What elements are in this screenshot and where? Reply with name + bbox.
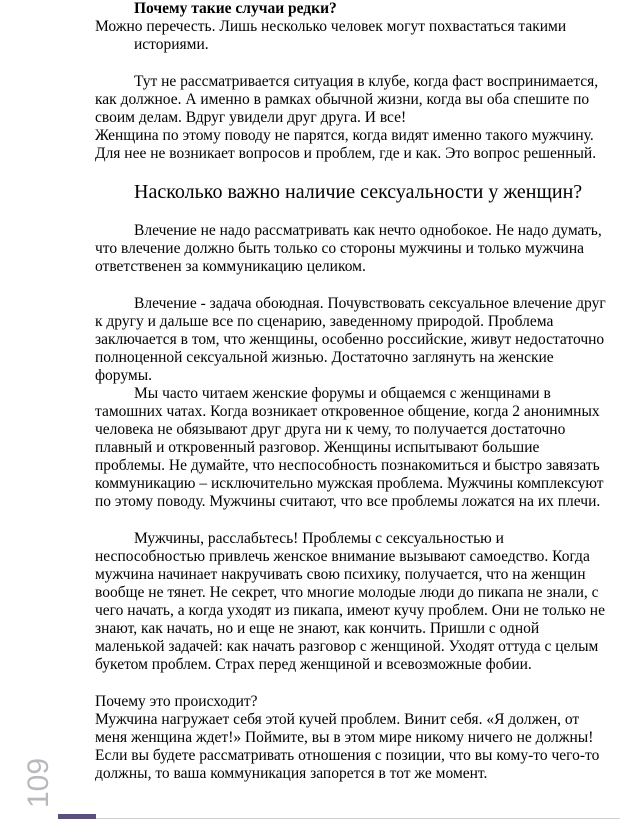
text-line: заключается в том, что женщины, особенно российские, живут недостаточно <box>95 331 605 348</box>
text-line: своим делам. Вдруг увидели друг друга. И все! <box>95 109 407 126</box>
text-line: Женщина по этому поводу не парятся, когда видят именно такого мужчину. <box>95 127 594 144</box>
text-line: плавный и откровенный разговор. Женщины испытывают большие <box>95 439 540 456</box>
text-line: ответственен за коммуникацию целиком. <box>95 258 366 275</box>
text-line: неспособностью привлечь женское внимание вызывают самоедство. Когда <box>95 548 590 565</box>
text-line: полноценной сексуальной жизнью. Достаточно заглянуть на женские <box>95 349 554 366</box>
footer-divider <box>96 818 620 819</box>
text-line: мужчина начинает накручивать свою психику, получается, что на женщин <box>95 566 586 583</box>
text-line: Мужчины, расслабьтесь! Проблемы с сексуальностью и <box>134 530 504 547</box>
section-heading: Насколько важно наличие сексуальности у женщин? <box>134 181 583 203</box>
text-line: коммуникацию – исключительно мужская проблема. Мужчины комплексуют <box>95 475 604 492</box>
text-line: человека не обязывают друг друга ни к чему, то получается достаточно <box>95 421 566 438</box>
text-line: форумы. <box>95 367 152 384</box>
text-line: Почему это происходит? <box>95 693 258 710</box>
text-line: вообще не тянет. Не секрет, что многие молодые люди до пикапа не знали, с <box>95 584 599 601</box>
text-line: должны, то ваша коммуникация запорется в тот же момент. <box>95 765 488 782</box>
text-line: знают, как начать, но и еще не знают, как кончить. Пришли с одной <box>95 620 540 637</box>
text-line: Можно перечесть. Лишь несколько человек могут похвастаться такими <box>95 18 567 35</box>
text-line: букетом проблем. Страх перед женщиной и всевозможные фобии. <box>95 656 532 673</box>
text-line: Мы часто читаем женские форумы и общаемся с женщинами в <box>134 385 551 402</box>
text-line: Если вы будете рассматривать отношения с позиции, что вы кому-то чего-то <box>95 747 600 764</box>
text-line: Влечение - задача обоюдная. Почувствовать сексуальное влечение друг <box>134 295 606 312</box>
page-number: 109 <box>22 757 55 808</box>
text-line: чего начать, а когда уходят из пикапа, имеют кучу проблем. Они не только не <box>95 602 605 619</box>
text-line: Мужчина нагружает себя этой кучей проблем. Винит себя. «Я должен, от <box>95 711 580 728</box>
text-line: историями. <box>134 36 209 53</box>
text-line: по этому поводу. Мужчины считают, что все проблемы ложатся на их плечи. <box>95 493 601 510</box>
text-line: маленькой задачей: как начать разговор с женщиной. Уходят оттуда с целым <box>95 638 599 655</box>
subheading-why-rare: Почему такие случаи редки? <box>134 0 337 17</box>
text-line: меня женщина ждет!» Поймите, вы в этом мире никому ничего не должны! <box>95 729 594 746</box>
text-line: Тут не рассматривается ситуация в клубе, когда фаст воспринимается, <box>134 73 599 90</box>
text-line: как должное. А именно в рамках обычной жизни, когда вы оба спешите по <box>95 91 590 108</box>
text-line: проблемы. Не думайте, что неспособность познакомиться и быстро завязать <box>95 457 600 474</box>
text-line: Для нее не возникает вопросов и проблем, где и как. Это вопрос решенный. <box>95 145 597 162</box>
text-line: Влечение не надо рассматривать как нечто однобокое. Не надо думать, <box>134 222 602 239</box>
text-line: тамошних чатах. Когда возникает откровенное общение, когда 2 анонимных <box>95 403 600 420</box>
text-line: что влечение должно быть только со стороны мужчины и только мужчина <box>95 240 584 257</box>
footer-accent-bar <box>58 814 96 819</box>
text-line: к другу и дальше все по сценарию, заведенному природой. Проблема <box>95 313 554 330</box>
